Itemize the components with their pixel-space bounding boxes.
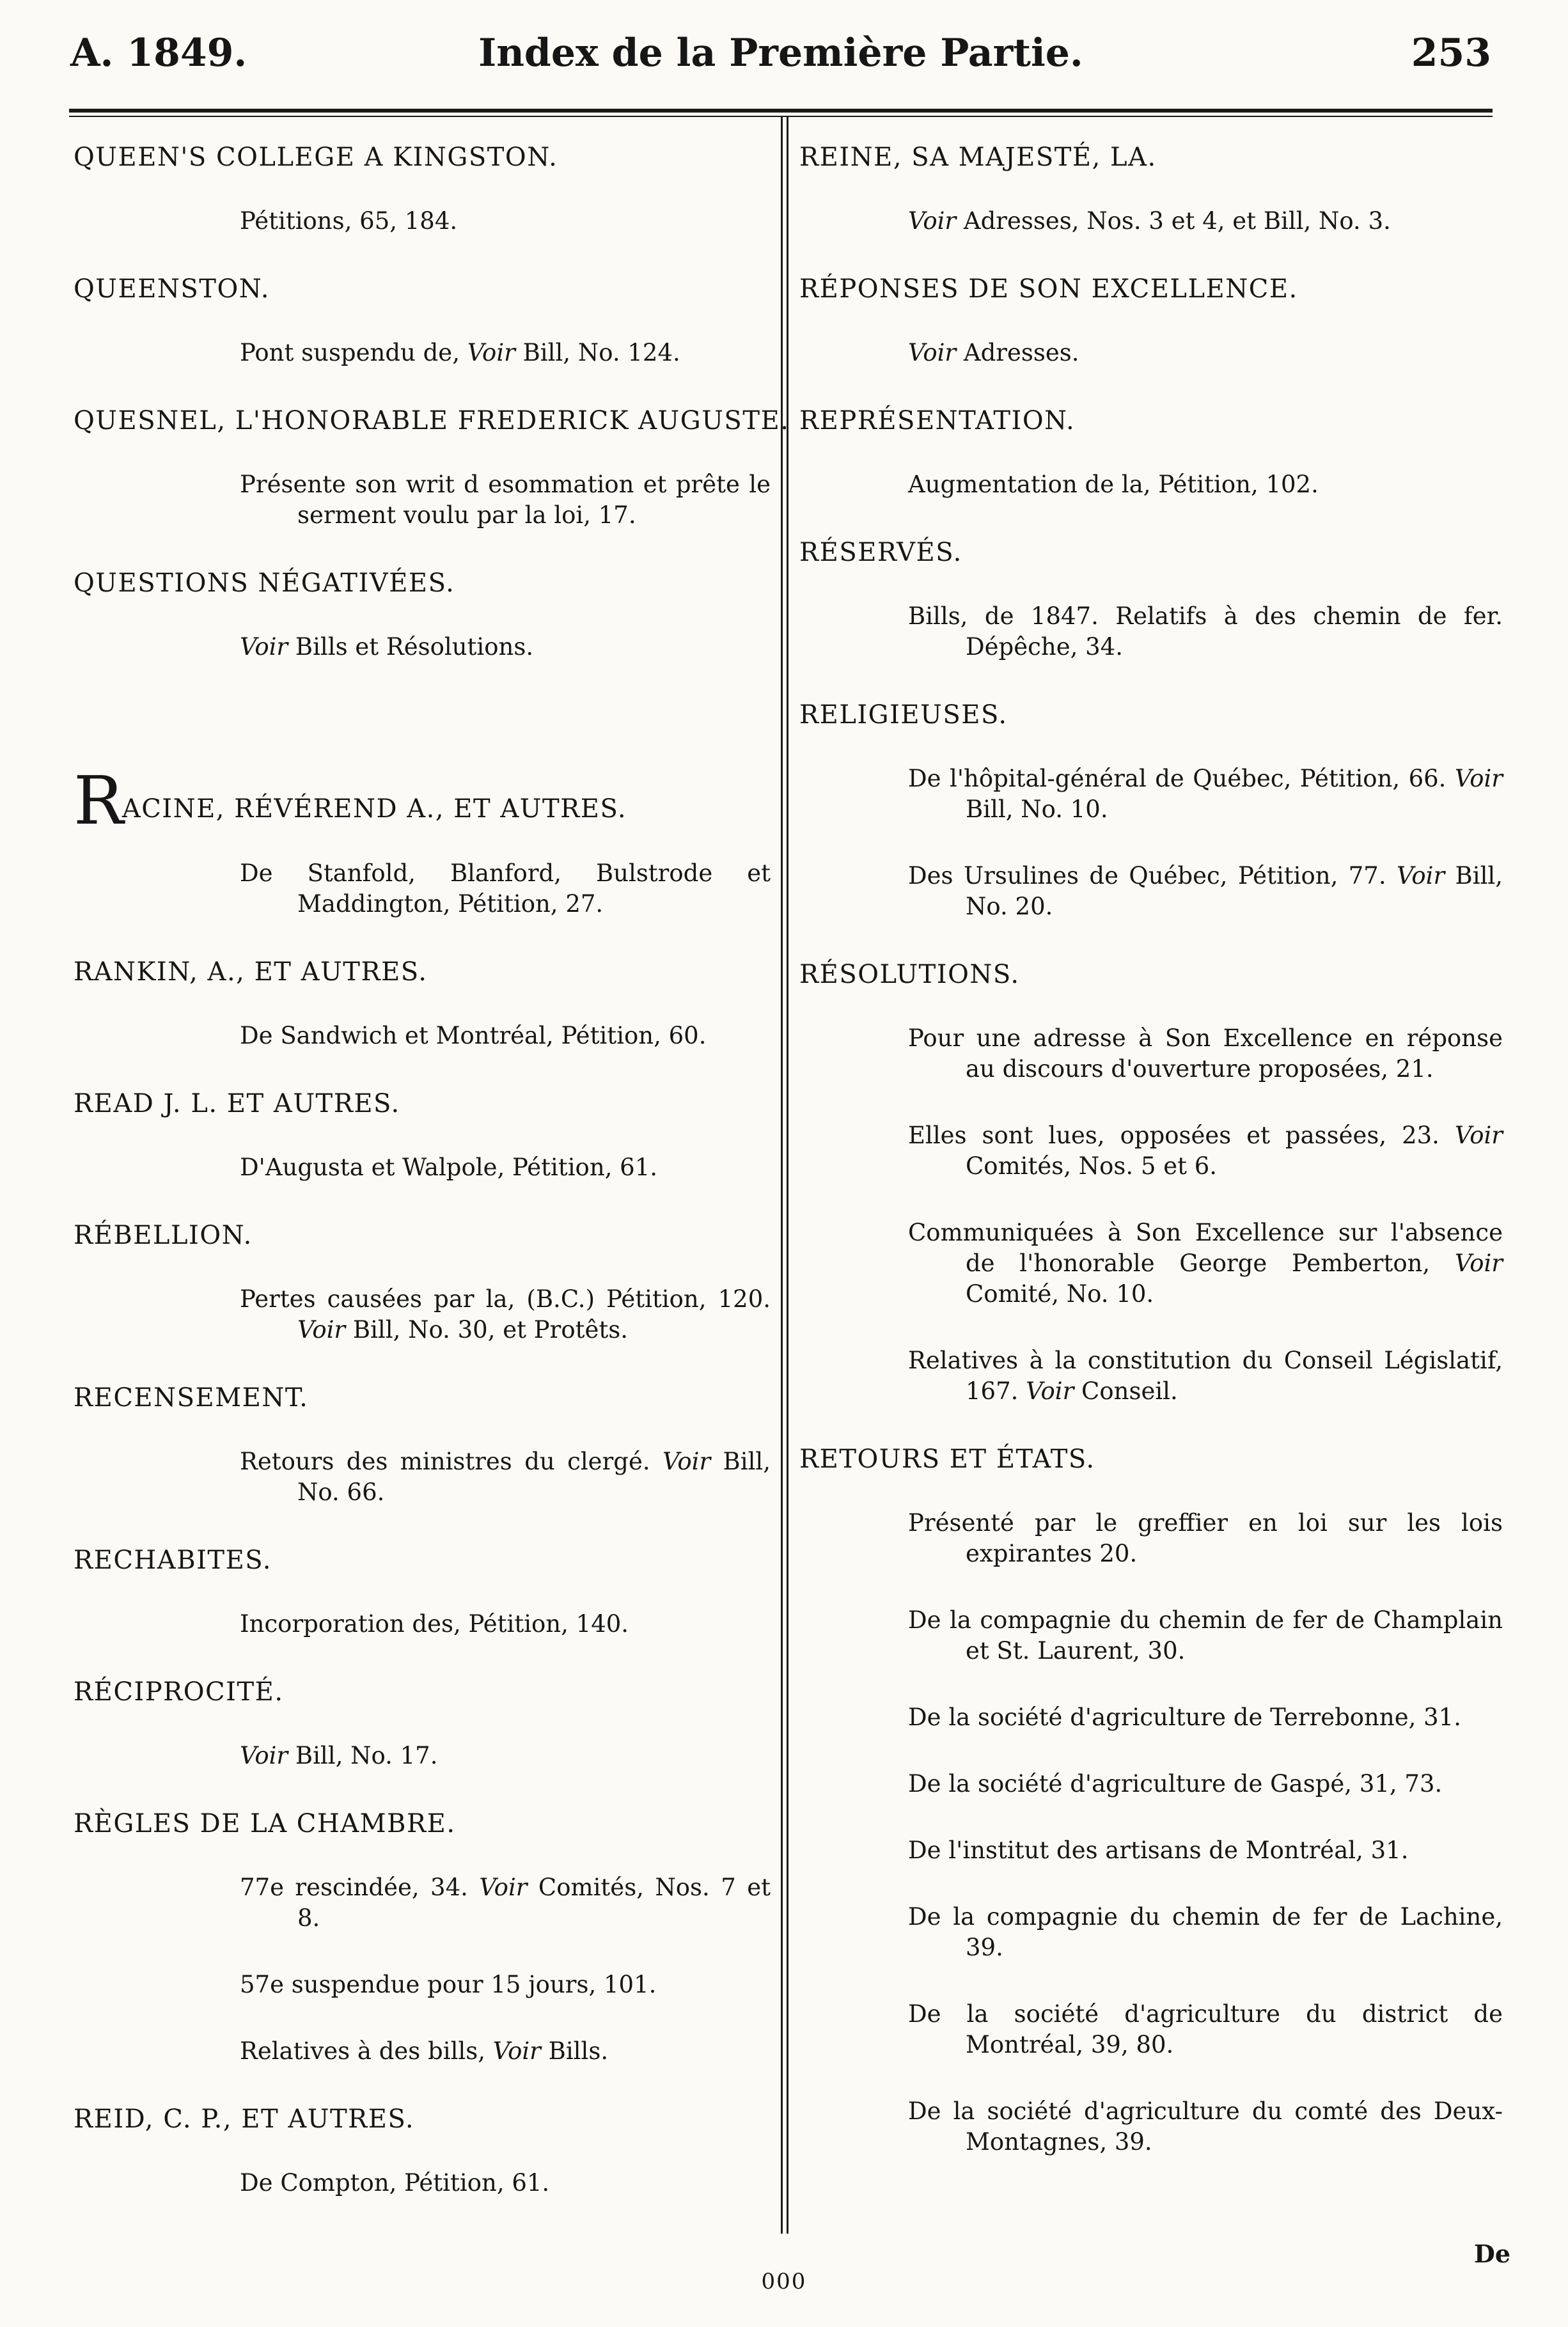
index-entry bbox=[74, 338, 771, 368]
index-entry bbox=[799, 206, 1503, 237]
index-heading-text: QUESNEL, L'HONORABLE FREDERICK AUGUSTE. bbox=[74, 406, 790, 435]
index-heading bbox=[74, 955, 771, 989]
index-heading-text: RANKIN, A., ET AUTRES. bbox=[74, 957, 428, 987]
index-entry bbox=[799, 764, 1503, 825]
right-column bbox=[799, 141, 1503, 2193]
index-entry bbox=[799, 1508, 1503, 1569]
left-column bbox=[74, 141, 790, 2234]
index-heading-text: REINE, SA MAJESTÉ, LA. bbox=[799, 143, 1157, 172]
voir-reference: Voir bbox=[240, 1742, 288, 1769]
index-heading bbox=[799, 698, 1503, 732]
index-heading-text: REPRÉSENTATION. bbox=[799, 406, 1076, 435]
index-entry-text: Voir Adresses. bbox=[908, 339, 1079, 366]
index-heading-text: RECHABITES. bbox=[74, 1546, 272, 1575]
page-header bbox=[70, 31, 1491, 82]
index-entry-text: De Stanfold, Blanford, Bulstrode et Maddington, Pétition, 27. bbox=[240, 859, 771, 918]
voir-reference: Voir bbox=[908, 207, 957, 235]
index-entry-text: Présente son writ d esommation et prête le serment voulu par la loi, 17. bbox=[240, 471, 771, 529]
index-entry bbox=[799, 2096, 1503, 2158]
voir-reference: Voir bbox=[662, 1448, 711, 1475]
index-heading bbox=[74, 1087, 771, 1120]
voir-reference: Voir bbox=[1397, 862, 1445, 889]
index-entry-text: Voir Bills et Résolutions. bbox=[240, 633, 534, 661]
index-heading bbox=[74, 404, 790, 437]
index-heading-text: QUEENSTON. bbox=[74, 274, 270, 304]
index-heading-text: ACINE, RÉVÉREND A., ET AUTRES. bbox=[122, 794, 627, 824]
index-entry-text: De l'institut des artisans de Montréal, 31. bbox=[908, 1837, 1409, 1864]
index-entry bbox=[74, 1152, 771, 1183]
index-entry-text: Bills, de 1847. Relatifs à des chemin de fer. Dépêche, 34. bbox=[908, 602, 1503, 661]
index-heading bbox=[74, 2103, 771, 2136]
index-entry bbox=[74, 1446, 771, 1508]
index-entry bbox=[799, 1120, 1503, 1182]
voir-reference: Voir bbox=[479, 1874, 528, 1901]
voir-reference: Voir bbox=[908, 339, 957, 366]
index-entry bbox=[74, 2036, 771, 2067]
index-entry-text: De la société d'agriculture du comté des Deux-Montagnes, 39. bbox=[908, 2097, 1503, 2156]
page-number: 253 bbox=[1411, 31, 1491, 75]
index-entry-text: Des Ursulines de Québec, Pétition, 77. Voir Bill, No. 20. bbox=[908, 862, 1503, 920]
index-entry bbox=[74, 1970, 771, 2000]
voir-reference: Voir bbox=[1454, 765, 1503, 792]
index-entry-text: Pont suspendu de, Voir Bill, No. 124. bbox=[240, 339, 680, 366]
index-heading bbox=[799, 404, 1503, 437]
index-entry-text: Relatives à la constitution du Conseil Législatif, 167. Voir Conseil. bbox=[908, 1347, 1503, 1405]
index-entry bbox=[74, 206, 771, 237]
index-heading-text: RETOURS ET ÉTATS. bbox=[799, 1445, 1095, 1474]
index-entry bbox=[799, 1605, 1503, 1666]
index-entry-text: Relatives à des bills, Voir Bills. bbox=[240, 2037, 609, 2065]
index-entry bbox=[74, 1284, 771, 1345]
index-heading-text: RÉCIPROCITÉ. bbox=[74, 1677, 284, 1707]
index-entry bbox=[799, 469, 1503, 500]
index-heading bbox=[74, 1807, 771, 1840]
index-heading-text: RÉSOLUTIONS. bbox=[799, 960, 1020, 989]
index-entry-text: De la compagnie du chemin de fer de Champlain et St. Laurent, 30. bbox=[908, 1606, 1503, 1665]
voir-reference: Voir bbox=[1454, 1122, 1503, 1149]
voir-reference: Voir bbox=[297, 1316, 346, 1344]
index-entry-text: De Compton, Pétition, 61. bbox=[240, 2169, 550, 2197]
index-entry-text: 77e rescindée, 34. Voir Comités, Nos. 7 et 8. bbox=[240, 1874, 771, 1932]
index-heading bbox=[799, 272, 1503, 306]
index-entry bbox=[799, 1702, 1503, 1733]
index-entry bbox=[74, 1741, 771, 1771]
index-entry-text: Incorporation des, Pétition, 140. bbox=[240, 1610, 629, 1638]
index-entry bbox=[74, 2168, 771, 2198]
index-heading-text: RECENSEMENT. bbox=[74, 1383, 309, 1413]
index-entry bbox=[799, 1835, 1503, 1866]
index-entry bbox=[799, 1218, 1503, 1310]
header-rule-thick bbox=[69, 109, 1493, 113]
index-entry-text: Voir Bill, No. 17. bbox=[240, 1742, 438, 1769]
index-entry-text: De la compagnie du chemin de fer de Lachine, 39. bbox=[908, 1903, 1503, 1961]
index-entry-text: D'Augusta et Walpole, Pétition, 61. bbox=[240, 1154, 658, 1181]
signature-mark: 000 bbox=[761, 2269, 807, 2294]
index-entry bbox=[74, 858, 771, 920]
index-entry bbox=[74, 1021, 771, 1051]
index-entry bbox=[799, 861, 1503, 922]
index-entry bbox=[74, 1872, 771, 1934]
index-entry bbox=[74, 632, 771, 662]
index-entry-text: Pétitions, 65, 184. bbox=[240, 207, 458, 235]
index-heading-text: RELIGIEUSES. bbox=[799, 700, 1008, 730]
index-entry bbox=[799, 338, 1503, 368]
index-entry-text: 57e suspendue pour 15 jours, 101. bbox=[240, 1971, 657, 1998]
voir-reference: Voir bbox=[1026, 1377, 1074, 1405]
index-entry-text: De la société d'agriculture du district de Montréal, 39, 80. bbox=[908, 2000, 1503, 2058]
section-gap bbox=[74, 698, 771, 775]
index-heading-text: RÈGLES DE LA CHAMBRE. bbox=[74, 1809, 456, 1838]
index-heading bbox=[799, 958, 1503, 991]
index-heading bbox=[74, 272, 771, 306]
index-heading-text: READ J. L. ET AUTRES. bbox=[74, 1089, 400, 1118]
index-heading bbox=[74, 762, 771, 840]
header-year: A. 1849. bbox=[70, 31, 247, 75]
index-entry-text: De l'hôpital-général de Québec, Pétition, 66. Voir Bill, No. 10. bbox=[908, 765, 1503, 823]
index-entry bbox=[799, 1769, 1503, 1799]
index-entry bbox=[74, 1609, 771, 1640]
index-entry-text: Elles sont lues, opposées et passées, 23. Voir Comités, Nos. 5 et 6. bbox=[908, 1122, 1503, 1180]
index-heading bbox=[74, 1381, 771, 1414]
voir-reference: Voir bbox=[1454, 1250, 1503, 1277]
index-entry bbox=[74, 469, 771, 531]
voir-reference: Voir bbox=[240, 633, 288, 661]
index-heading bbox=[74, 141, 771, 174]
index-entry bbox=[799, 1345, 1503, 1407]
index-heading bbox=[74, 567, 771, 600]
voir-reference: Voir bbox=[467, 339, 515, 366]
index-heading bbox=[74, 1544, 771, 1577]
index-heading bbox=[799, 141, 1503, 174]
index-heading-text: QUEEN'S COLLEGE A KINGSTON. bbox=[74, 143, 558, 172]
index-heading bbox=[799, 1443, 1503, 1476]
index-heading-text: RÉPONSES DE SON EXCELLENCE. bbox=[799, 274, 1298, 304]
catchword: De bbox=[1473, 2239, 1510, 2268]
index-entry bbox=[799, 1023, 1503, 1085]
index-heading-text: REID, C. P., ET AUTRES. bbox=[74, 2104, 415, 2134]
index-entry-text: De la société d'agriculture de Gaspé, 31, 73. bbox=[908, 1770, 1443, 1798]
index-heading-text: RÉSERVÉS. bbox=[799, 538, 962, 567]
index-heading-text: QUESTIONS NÉGATIVÉES. bbox=[74, 568, 455, 598]
index-entry-text: Retours des ministres du clergé. Voir Bill, No. 66. bbox=[240, 1448, 771, 1506]
index-entry-text: Pertes causées par la, (B.C.) Pétition, 120. Voir Bill, No. 30, et Protêts. bbox=[240, 1285, 771, 1344]
index-heading bbox=[74, 1219, 771, 1252]
voir-reference: Voir bbox=[492, 2037, 541, 2065]
index-entry-text: Communiquées à Son Excellence sur l'absence de l'honorable George Pemberton, Voir Comité, No. 10. bbox=[908, 1219, 1503, 1308]
index-entry-text: Pour une adresse à Son Excellence en réponse au discours d'ouverture proposées, 21. bbox=[908, 1024, 1503, 1083]
index-entry bbox=[799, 601, 1503, 662]
index-heading bbox=[74, 1675, 771, 1709]
index-entry-text: Augmentation de la, Pétition, 102. bbox=[908, 471, 1319, 498]
header-title: Index de la Première Partie. bbox=[478, 31, 1083, 75]
index-heading bbox=[799, 536, 1503, 569]
index-entry-text: De la société d'agriculture de Terrebonne, 31. bbox=[908, 1704, 1461, 1731]
index-entry-text: Présenté par le greffier en loi sur les lois expirantes 20. bbox=[908, 1509, 1503, 1567]
index-heading-text: RÉBELLION. bbox=[74, 1221, 253, 1250]
index-entry-text: Voir Adresses, Nos. 3 et 4, et Bill, No. 3. bbox=[908, 207, 1391, 235]
drop-cap: R bbox=[74, 762, 125, 840]
index-entry bbox=[799, 1902, 1503, 1963]
index-entry-text: De Sandwich et Montréal, Pétition, 60. bbox=[240, 1022, 707, 1049]
index-entry bbox=[799, 1999, 1503, 2060]
